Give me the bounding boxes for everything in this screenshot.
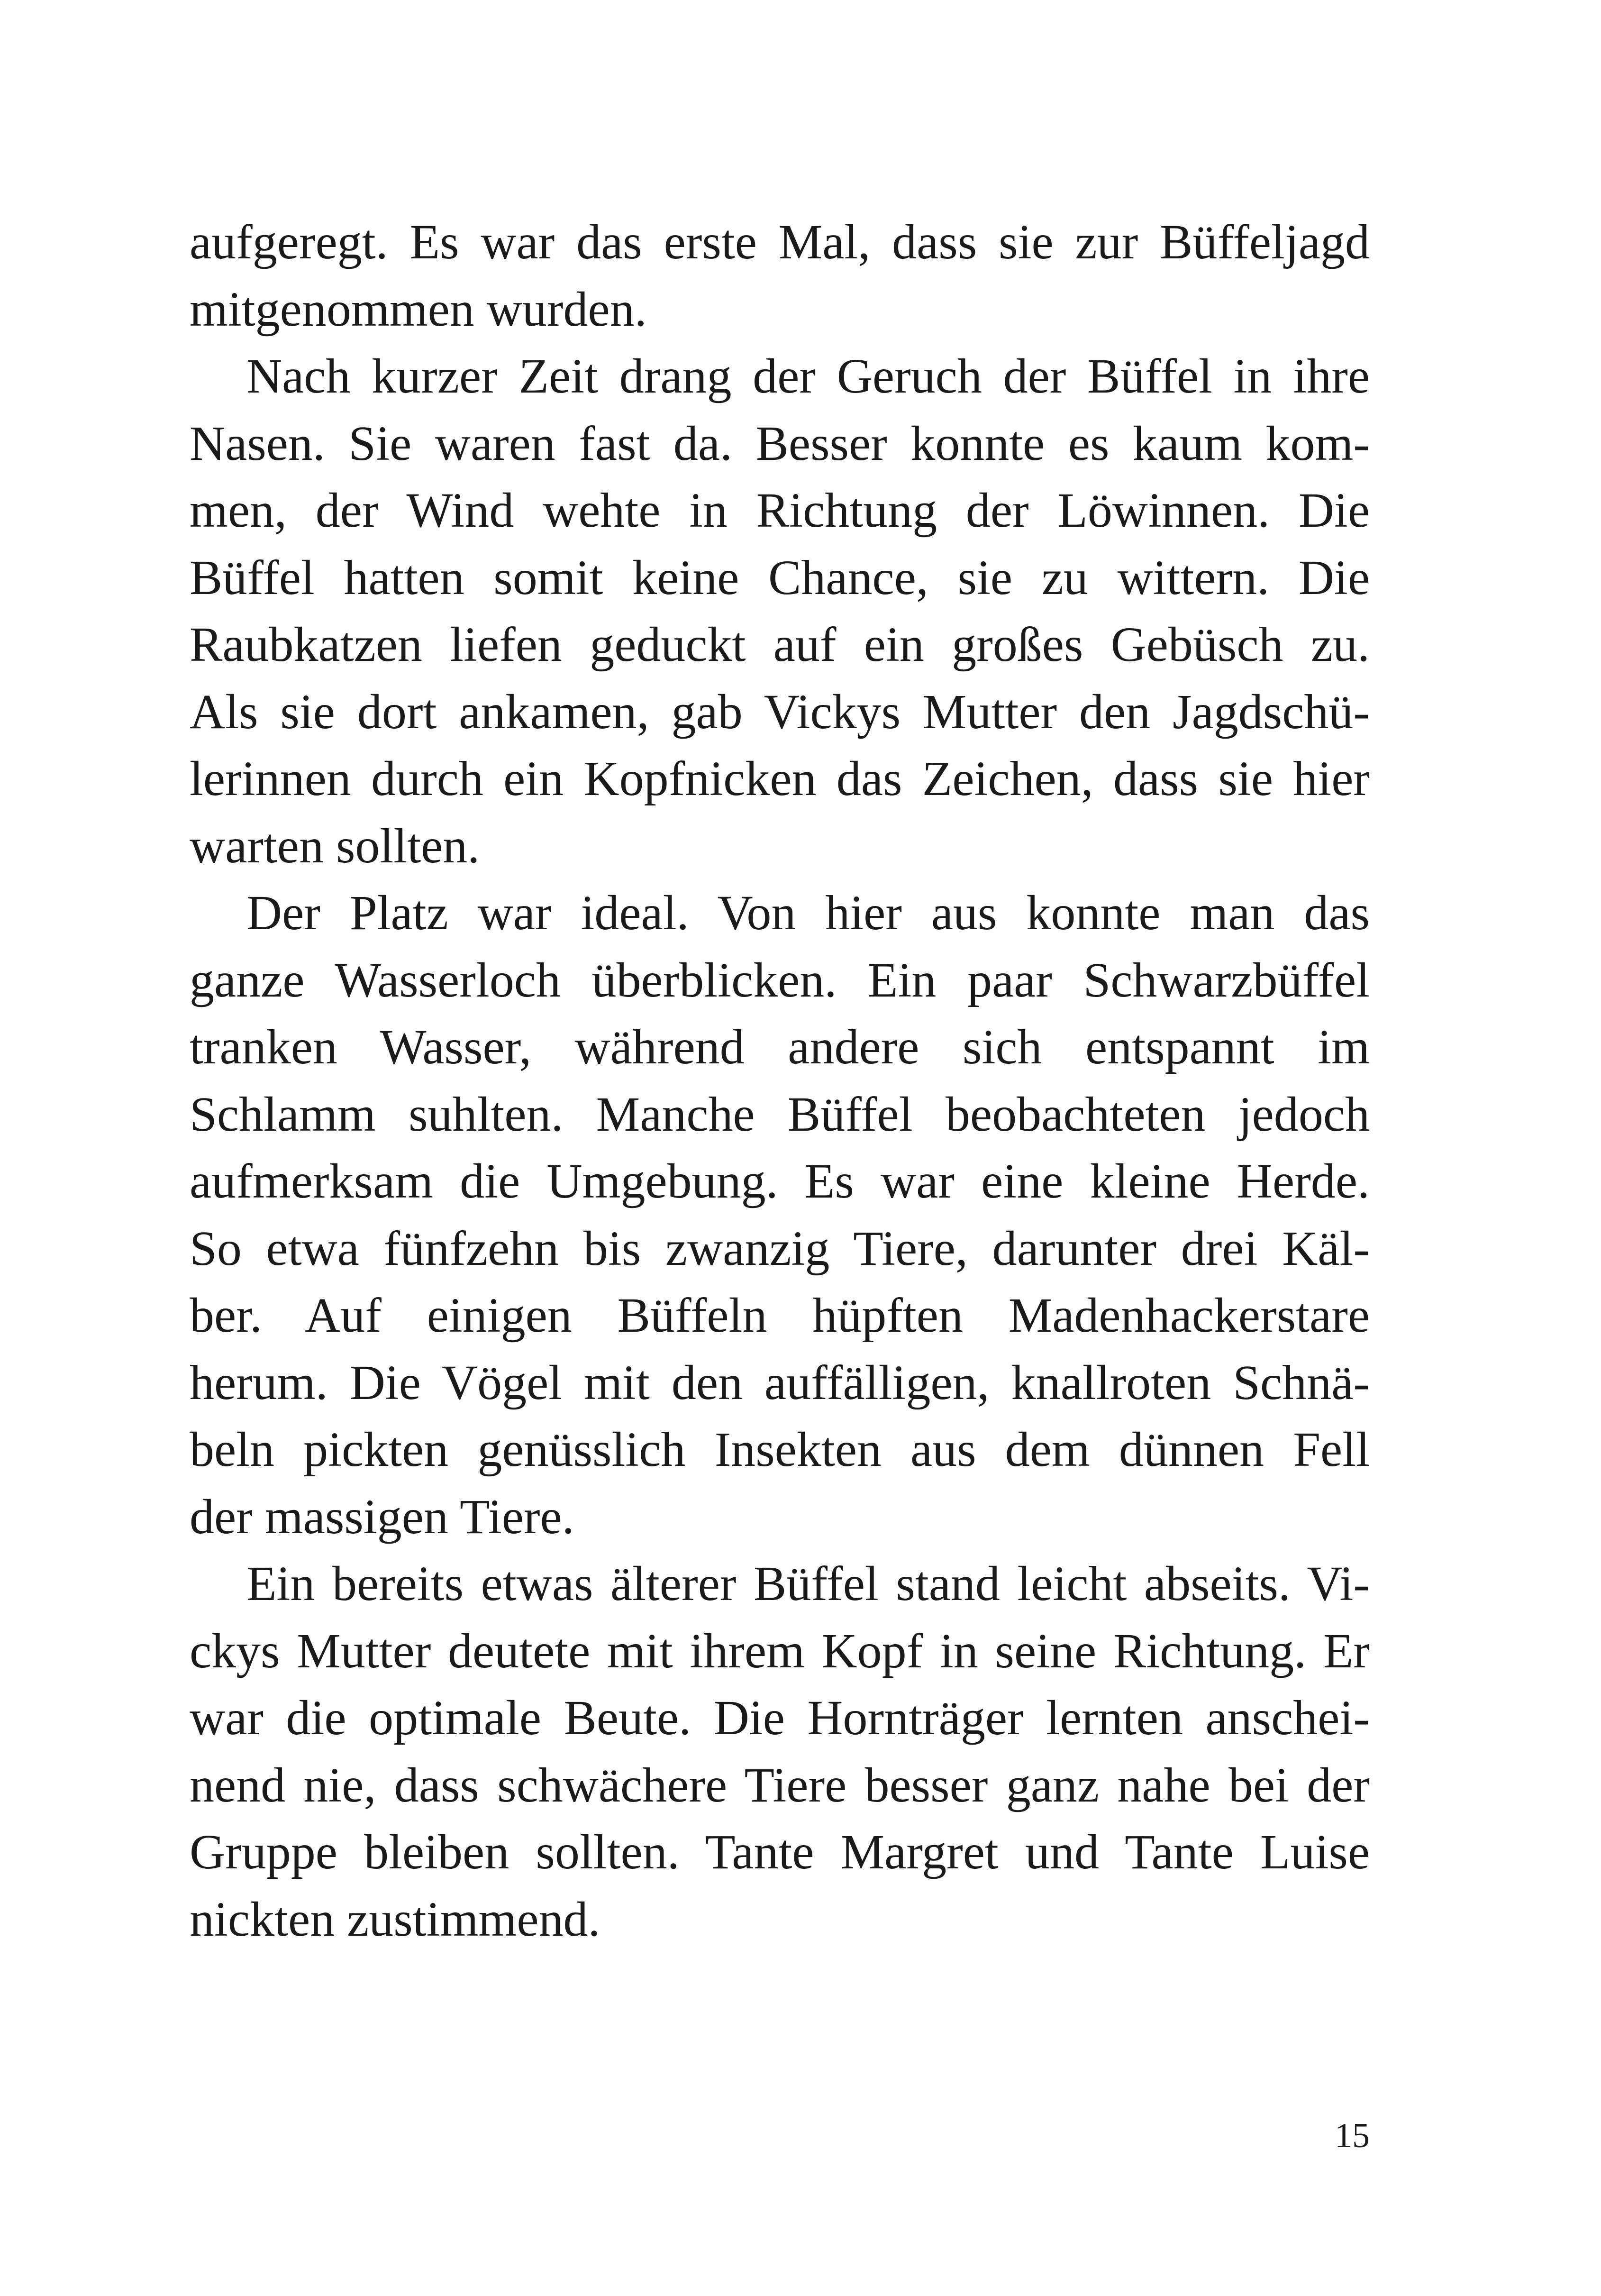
paragraph	[190, 1550, 1370, 1953]
text-line: Nach kurzer Zeit drang der Geruch der Büffel in ihre	[246, 349, 1370, 403]
text-line: aufmerksam die Umgebung. Es war eine kleine Herde.	[190, 1154, 1370, 1208]
text-line: herum. Die Vögel mit den auffälligen, knallroten Schnä-	[190, 1355, 1370, 1410]
text-line: Raubkatzen liefen geduckt auf ein großes Gebüsch zu.	[190, 617, 1370, 672]
text-line: So etwa fünfzehn bis zwanzig Tiere, darunter drei Käl-	[190, 1221, 1370, 1276]
body-text	[190, 209, 1370, 1953]
text-line: men, der Wind wehte in Richtung der Löwinnen. Die	[190, 483, 1370, 538]
text-line: tranken Wasser, während andere sich entspannt im	[190, 1020, 1370, 1074]
paragraph	[190, 343, 1370, 879]
text-line: ber. Auf einigen Büffeln hüpften Madenhackerstare	[190, 1288, 1370, 1343]
text-line: mitgenommen wurden.	[190, 282, 647, 337]
text-line: ckys Mutter deutete mit ihrem Kopf in seine Richtung. Er	[190, 1623, 1370, 1678]
text-line: Büffel hatten somit keine Chance, sie zu wittern. Die	[190, 550, 1370, 605]
text-line: nickten zustimmend.	[190, 1892, 600, 1947]
text-line: beln pickten genüsslich Insekten aus dem dünnen Fell	[190, 1422, 1370, 1477]
text-line: aufgeregt. Es war das erste Mal, dass sie zur Büffeljagd	[190, 215, 1370, 269]
text-line: Als sie dort ankamen, gab Vickys Mutter den Jagdschü-	[190, 684, 1370, 739]
text-line: Gruppe bleiben sollten. Tante Margret und Tante Luise	[190, 1825, 1370, 1879]
page-number: 15	[1335, 2116, 1370, 2155]
text-line: nend nie, dass schwächere Tiere besser ganz nahe bei der	[190, 1757, 1370, 1812]
text-line: ganze Wasserloch überblicken. Ein paar Schwarzbüffel	[190, 952, 1370, 1007]
text-line: Schlamm suhlten. Manche Büffel beobachteten jedoch	[190, 1087, 1370, 1142]
text-line: Ein bereits etwas älterer Büffel stand leicht abseits. Vi-	[246, 1556, 1370, 1611]
paragraph	[190, 879, 1370, 1550]
text-line: war die optimale Beute. Die Hornträger lernten anschei-	[190, 1691, 1370, 1745]
text-line: Der Platz war ideal. Von hier aus konnte man das	[246, 886, 1370, 940]
text-line: der massigen Tiere.	[190, 1489, 574, 1544]
text-line: warten sollten.	[190, 818, 480, 873]
text-line: Nasen. Sie waren fast da. Besser konnte es kaum kom-	[190, 416, 1370, 471]
paragraph	[190, 209, 1370, 343]
text-line: lerinnen durch ein Kopfnicken das Zeichen, dass sie hier	[190, 751, 1370, 806]
